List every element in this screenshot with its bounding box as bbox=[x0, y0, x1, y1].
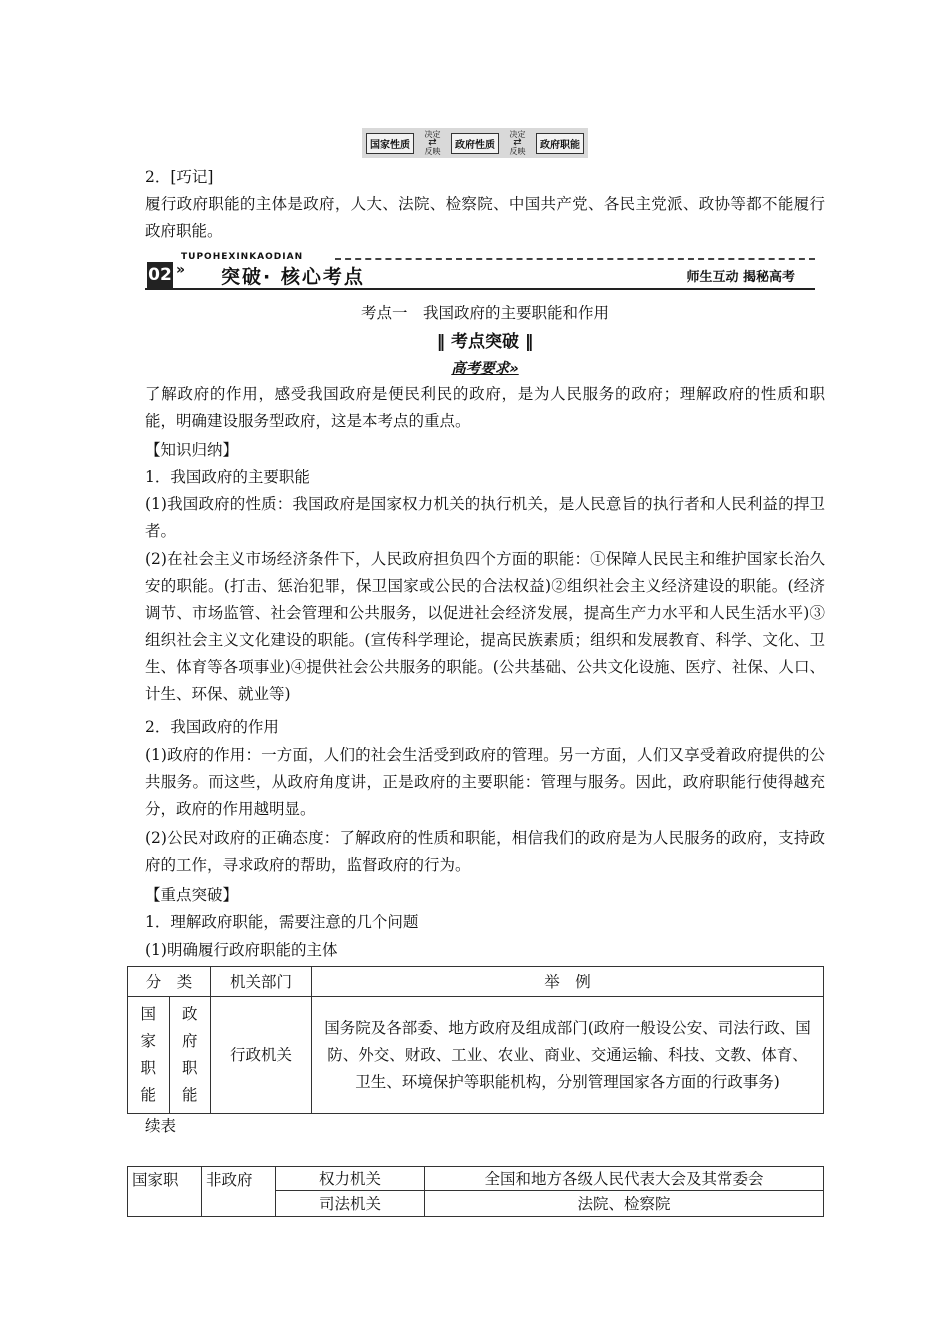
category-char: 职 bbox=[181, 1059, 198, 1077]
requirement-label: 高考要求» bbox=[451, 361, 519, 377]
flow-arrow-1-bottom: 反映 bbox=[424, 147, 441, 156]
category-char: 家 bbox=[140, 1032, 156, 1050]
category-gov-function bbox=[169, 997, 211, 1114]
knowledge-h1: 1．我国政府的主要职能 bbox=[145, 468, 310, 486]
cont-category-1: 国家职 bbox=[128, 1167, 202, 1217]
focus-h2: (1)明确履行政府职能的主体 bbox=[145, 941, 338, 959]
banner-title: 突破· 核心考点 bbox=[221, 266, 365, 288]
flow-arrow-2-top: 决定 bbox=[509, 130, 526, 139]
section-banner bbox=[145, 252, 815, 290]
category-char: 能 bbox=[140, 1086, 156, 1104]
section-title: 考点一 我国政府的主要职能和作用 bbox=[360, 304, 609, 322]
cont-dept-2: 司法机关 bbox=[276, 1191, 425, 1217]
flow-arrow-1 bbox=[425, 130, 441, 156]
flow-box-gov-nature: 政府性质 bbox=[451, 133, 499, 154]
flow-arrow-1-top: 决定 bbox=[424, 130, 441, 139]
category-char: 职 bbox=[140, 1059, 156, 1077]
continued-label: 续表 bbox=[145, 1117, 177, 1135]
banner-rule bbox=[145, 288, 815, 290]
knowledge-h2: 2．我国政府的作用 bbox=[145, 718, 279, 736]
requirement-text: 了解政府的作用，感受我国政府是便民利民的政府，是为人民服务的政府；理解政府的性质和职能，明确建设服务型政府，这是本考点的重点。 bbox=[145, 385, 825, 430]
table-row bbox=[128, 1167, 824, 1191]
double-arrow-icon: ⇄ bbox=[428, 137, 437, 148]
focus-heading: 【重点突破】 bbox=[145, 886, 239, 904]
table-header-category: 分 类 bbox=[128, 967, 211, 997]
knowledge-p2: (2)在社会主义市场经济条件下，人民政府担负四个方面的职能：①保障人民民主和维护国家长治久安的职能。(打击、惩治犯罪，保卫国家或公民的合法权益)②组织社会主义经济建设的职能。(经济调节、市场监管、社会管理和公共服务，以促进社会经济发展，提高生产力水平和人民生活水平)③组织社会主义文化建设的职能。(宣传科学理论，提高民族素质；组织和发展教育、科学、文化、卫生、体育等各项事业)④提供社会公共服务的职能。(公共基础、公共文化设施、医疗、社保、人口、计生、环保、就业等) bbox=[145, 550, 825, 703]
banner-number: 02 bbox=[147, 262, 173, 288]
flow-box-gov-function: 政府职能 bbox=[536, 133, 584, 154]
category-char: 政 bbox=[181, 1005, 198, 1023]
category-char: 府 bbox=[181, 1032, 198, 1050]
banner-right-text: 师生互动 揭秘高考 bbox=[686, 270, 795, 285]
category-char: 国 bbox=[140, 1005, 156, 1023]
table-header-example: 举 例 bbox=[312, 967, 824, 997]
category-char: 能 bbox=[181, 1086, 198, 1104]
table-header-department: 机关部门 bbox=[211, 967, 312, 997]
chevron-right-icon: » bbox=[176, 262, 186, 278]
table-row bbox=[128, 997, 824, 1114]
tip-label: 2．[巧记] bbox=[145, 168, 214, 186]
table-header-row bbox=[128, 967, 824, 997]
cont-example-1: 全国和地方各级人民代表大会及其常委会 bbox=[425, 1167, 824, 1191]
section-subtitle: ‖ 考点突破 ‖ bbox=[436, 332, 534, 352]
example-cell: 国务院及各部委、地方政府及组成部门(政府一般设公安、司法行政、国防、外交、财政、工业、农业、商业、交通运输、科技、文教、体育、卫生、环境保护等职能机构，分别管理国家各方面的行政事务) bbox=[312, 997, 824, 1114]
category-state-function bbox=[128, 997, 170, 1114]
cont-category-2: 非政府 bbox=[202, 1167, 276, 1217]
banner-dashed-line bbox=[335, 258, 815, 260]
double-arrow-icon: ⇄ bbox=[513, 137, 522, 148]
knowledge-p4: (2)公民对政府的正确态度：了解政府的性质和职能，相信我们的政府是为人民服务的政府，支持政府的工作，寻求政府的帮助，监督政府的行为。 bbox=[145, 829, 825, 874]
knowledge-heading: 【知识归纳】 bbox=[145, 441, 239, 459]
tip-text: 履行政府职能的主体是政府，人大、法院、检察院、中国共产党、各民主党派、政协等都不能履行政府职能。 bbox=[145, 195, 825, 240]
flow-arrow-2-bottom: 反映 bbox=[509, 147, 526, 156]
focus-h1: 1．理解政府职能，需要注意的几个问题 bbox=[145, 913, 419, 931]
banner-pinyin: TUPOHEXINKAODIAN bbox=[181, 252, 304, 262]
cont-example-2: 法院、检察院 bbox=[425, 1191, 824, 1217]
knowledge-p3: (1)政府的作用：一方面，人们的社会生活受到政府的管理。另一方面，人们又享受着政府提供的公共服务。而这些，从政府角度讲，正是政府的主要职能：管理与服务。因此，政府职能行使得越充分，政府的作用越明显。 bbox=[145, 746, 825, 818]
flow-diagram bbox=[362, 128, 588, 158]
functions-table bbox=[127, 966, 824, 1114]
cont-dept-1: 权力机关 bbox=[276, 1167, 425, 1191]
knowledge-p1: (1)我国政府的性质：我国政府是国家权力机关的执行机关，是人民意旨的执行者和人民利益的捍卫者。 bbox=[145, 495, 825, 540]
flow-arrow-2 bbox=[510, 130, 526, 156]
functions-table-continued bbox=[127, 1166, 824, 1217]
department-cell: 行政机关 bbox=[211, 997, 312, 1114]
flow-box-state-nature: 国家性质 bbox=[366, 133, 414, 154]
